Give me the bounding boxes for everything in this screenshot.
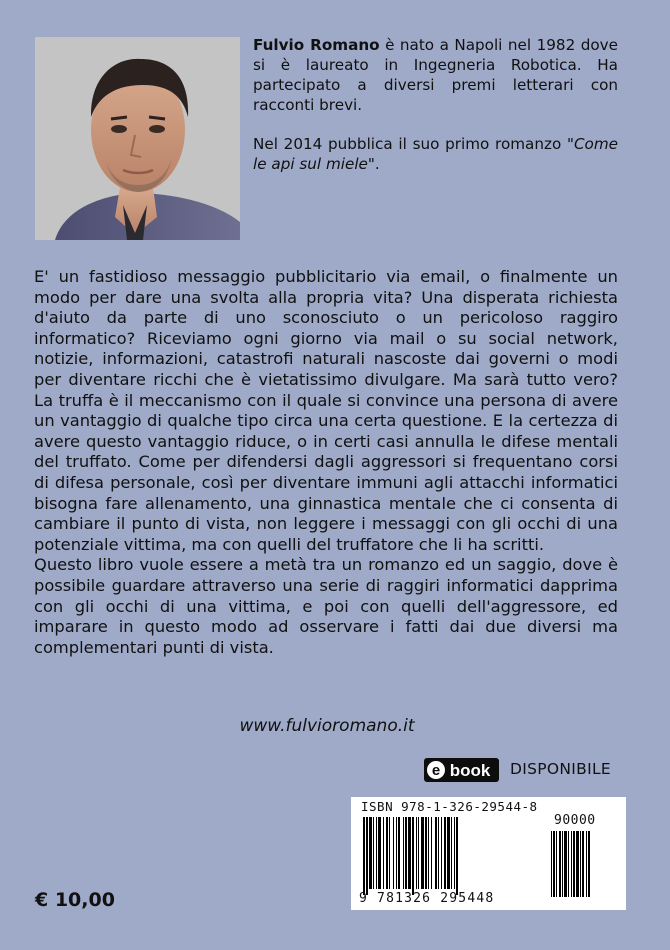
barcode-bar <box>366 817 368 895</box>
barcode-bar <box>373 817 374 889</box>
author-name: Fulvio Romano <box>253 36 380 54</box>
barcode-bar <box>456 817 458 895</box>
addon-bar <box>568 831 569 897</box>
barcode-bar <box>438 817 439 889</box>
barcode-bar <box>416 817 417 889</box>
barcode-bar <box>383 817 384 889</box>
blurb-paragraph-2: Questo libro vuole essere a metà tra un romanzo ed un saggio, dove è possibile guardare attraverso una serie di raggiri informatici dapprima con gli occhi di una vittima, e poi con quelli dell'aggressore, ed imparare in questo modo ad osservare i fatti dai due diversi ma complementari punti di vista. <box>34 555 618 657</box>
author-publication-paragraph <box>253 134 618 174</box>
addon-bar <box>559 831 561 897</box>
barcode-bar <box>398 817 400 889</box>
barcode-bar <box>396 817 397 889</box>
addon-bar <box>551 831 552 897</box>
barcode-bar <box>421 817 424 889</box>
addon-code: 90000 <box>554 813 596 828</box>
blurb-paragraph-1: E' un fastidioso messaggio pubblicitario via email, o finalmente un modo per dare una svolta alla propria vita? Una disperata richiesta d'aiuto da parte di uno sconosciuto o un pericoloso raggiro informatico? Riceviamo ogni giorno via mail o su social network, notizie, informazioni, catastrofi naturali nascoste dai governi o modi per diventare ricchi che è vietatissimo divulgare. Ma sarà tutto vero? La truffa è il meccanismo con il quale si convince una persona di avere un vantaggio di qualche tipo circa una certa questione. E la certezza di avere questo vantaggio riduce, o in certi casi annulla le difese mentali del truffato. Come per difendersi dagli aggressori si frequentano corsi di difesa personale, così per diventare immuni agli attacchi informatici bisogna fare allenamento, una ginnastica mentale che ci consenta di cambiare il punto di vista, non leggere i messaggi con gli occhi di una potenziale vittima, ma con quelli del truffatore che li ha scritti. <box>34 267 618 554</box>
publication-suffix: ". <box>367 155 380 173</box>
author-website: www.fulvioromano.it <box>239 716 415 736</box>
barcode-bar <box>451 817 452 889</box>
addon-bar <box>562 831 563 897</box>
availability-label: DISPONIBILE <box>510 760 611 778</box>
barcode-bar <box>389 817 390 889</box>
addon-bar <box>580 831 581 897</box>
author-portrait-image <box>35 37 240 240</box>
barcode-bar <box>428 817 429 889</box>
price-label: € 10,00 <box>35 889 115 911</box>
addon-bar <box>576 831 579 897</box>
addon-bar <box>564 831 567 897</box>
novel-title: Come le api sul miele <box>253 135 618 173</box>
addon-bar <box>582 831 584 897</box>
addon-bar <box>553 831 555 897</box>
barcode-bar <box>376 817 377 889</box>
addon-bar <box>586 831 587 897</box>
barcode-bar <box>435 817 437 889</box>
barcode-bar <box>369 817 372 889</box>
barcode-bar <box>363 817 365 895</box>
ebook-logo-text: book <box>449 761 491 780</box>
barcode-bar <box>447 817 450 889</box>
barcode-bar <box>444 817 446 889</box>
ean-number: 9 781326 295448 <box>359 891 495 906</box>
barcode-bar <box>386 817 388 889</box>
addon-bar <box>588 831 590 897</box>
barcode-bar <box>378 817 381 889</box>
author-photo <box>35 37 240 240</box>
barcode-bar <box>441 817 442 889</box>
ebook-logo-letter: e <box>431 762 441 779</box>
barcode-bar <box>393 817 394 889</box>
barcode-bar <box>408 817 411 889</box>
barcode-bar <box>431 817 432 889</box>
isbn-number: ISBN 978-1-326-29544-8 <box>361 799 538 814</box>
barcode-bar <box>412 817 414 895</box>
author-bio-paragraph <box>253 35 618 115</box>
barcode-bar <box>454 817 455 889</box>
barcode-bar <box>403 817 404 889</box>
ebook-logo-icon <box>424 758 499 782</box>
book-blurb <box>34 267 618 658</box>
author-bio <box>253 35 618 193</box>
isbn-barcode <box>351 797 626 910</box>
publication-prefix: Nel 2014 pubblica il suo primo romanzo " <box>253 135 574 153</box>
author-bio-text: è nato a Napoli nel 1982 dove si è laureato in Ingegneria Robotica. Ha partecipato a diversi premi letterari con racconti brevi. <box>253 36 618 114</box>
barcode-bar <box>418 817 419 889</box>
barcode-bar <box>425 817 427 889</box>
addon-bar <box>556 831 557 897</box>
addon-bar <box>571 831 572 897</box>
barcode-bar <box>405 817 407 889</box>
addon-bar <box>573 831 575 897</box>
